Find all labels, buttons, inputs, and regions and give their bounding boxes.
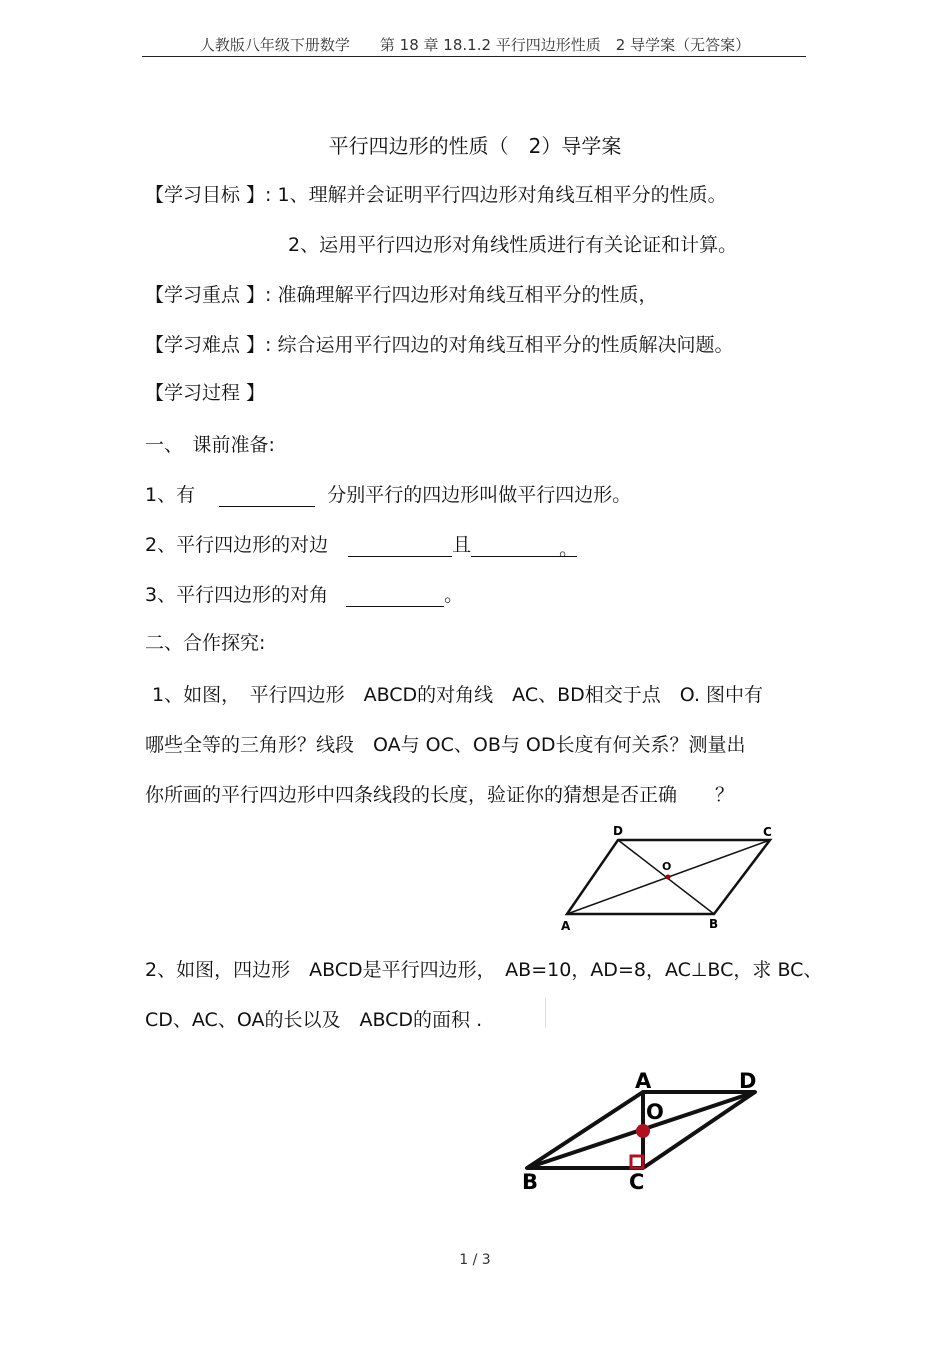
question-3-end: 。 <box>444 584 464 606</box>
point-o <box>636 1124 650 1138</box>
question-2 <box>145 530 579 560</box>
question-2-blank-1[interactable] <box>348 534 452 557</box>
section-2-heading: 二、合作探究: <box>145 632 266 654</box>
question-3-blank[interactable] <box>346 584 444 607</box>
label-a: A <box>635 1069 652 1093</box>
goal-item-2: 2、运用平行四边形对角线性质进行有关论证和计算。 <box>288 234 738 256</box>
question-3 <box>145 580 463 607</box>
question-1-blank[interactable] <box>219 484 315 507</box>
header-rule <box>142 56 806 57</box>
label-d: D <box>739 1069 757 1093</box>
difficulty-text: : 综合运用平行四边的对角线互相平分的性质解决问题。 <box>265 334 734 356</box>
key-point-text: : 准确理解平行四边形对角线互相平分的性质， <box>265 284 658 306</box>
label-d: D <box>613 824 623 838</box>
page-number: 1 / 3 <box>459 1252 491 1268</box>
question-2-end: 。 <box>559 534 577 557</box>
section-1-heading: 一、 课前准备: <box>145 434 275 456</box>
question-1-suffix: 分别平行的四边形叫做平行四边形。 <box>327 484 632 506</box>
document-title: 平行四边形的性质（ 2）导学案 <box>328 134 622 158</box>
process-label: 【学习过程 】 <box>145 382 266 404</box>
label-o: O <box>646 1100 664 1124</box>
label-o: O <box>662 860 672 873</box>
point-o <box>666 875 671 880</box>
difficulty-label: 【学习难点 】 <box>145 334 266 356</box>
question-2-prefix: 2、平行四边形的对边 <box>145 534 329 556</box>
problem-1-line-3: 你所画的平行四边形中四条线段的长度，验证你的猜想是否正确 ？ <box>145 784 735 806</box>
figure-2-parallelogram <box>515 1062 785 1197</box>
figure-1-parallelogram <box>550 818 790 936</box>
page-header: 人教版八年级下册数学 第 18 章 18.1.2 平行四边形性质 2 导学案（无答案） <box>199 36 751 54</box>
question-2-middle: 且 <box>452 534 472 556</box>
problem-2-line-2: CD、AC、OA的长以及 ABCD的面积 . <box>145 1009 483 1031</box>
question-3-prefix: 3、平行四边形的对角 <box>145 584 329 606</box>
difficulty-line <box>145 330 734 357</box>
question-1 <box>145 480 631 507</box>
label-c: C <box>629 1170 645 1194</box>
key-point-label: 【学习重点 】 <box>145 284 266 306</box>
goals-line-1 <box>145 180 727 207</box>
label-c: C <box>763 825 772 839</box>
problem-1-line-1: 1、如图， 平行四边形 ABCD的对角线 AC、BD相交于点 O. 图中有 <box>152 684 764 706</box>
label-b: B <box>709 917 719 931</box>
goal-item-1: : 1、理解并会证明平行四边形对角线互相平分的性质。 <box>265 184 727 206</box>
key-point-line <box>145 280 658 307</box>
question-1-prefix: 1、有 <box>145 484 196 506</box>
label-a: A <box>561 919 571 933</box>
label-b: B <box>522 1170 539 1194</box>
question-2-blank-2[interactable] <box>471 534 559 557</box>
problem-1-line-2: 哪些全等的三角形？线段 OA与 OC、OB与 OD长度有何关系？测量出 <box>145 734 746 756</box>
stray-mark <box>545 998 546 1028</box>
problem-2-line-1: 2、如图，四边形 ABCD是平行四边形， AB=10，AD=8，AC⊥BC，求 BC、 <box>145 959 823 981</box>
goals-label: 【学习目标 】 <box>145 184 266 206</box>
